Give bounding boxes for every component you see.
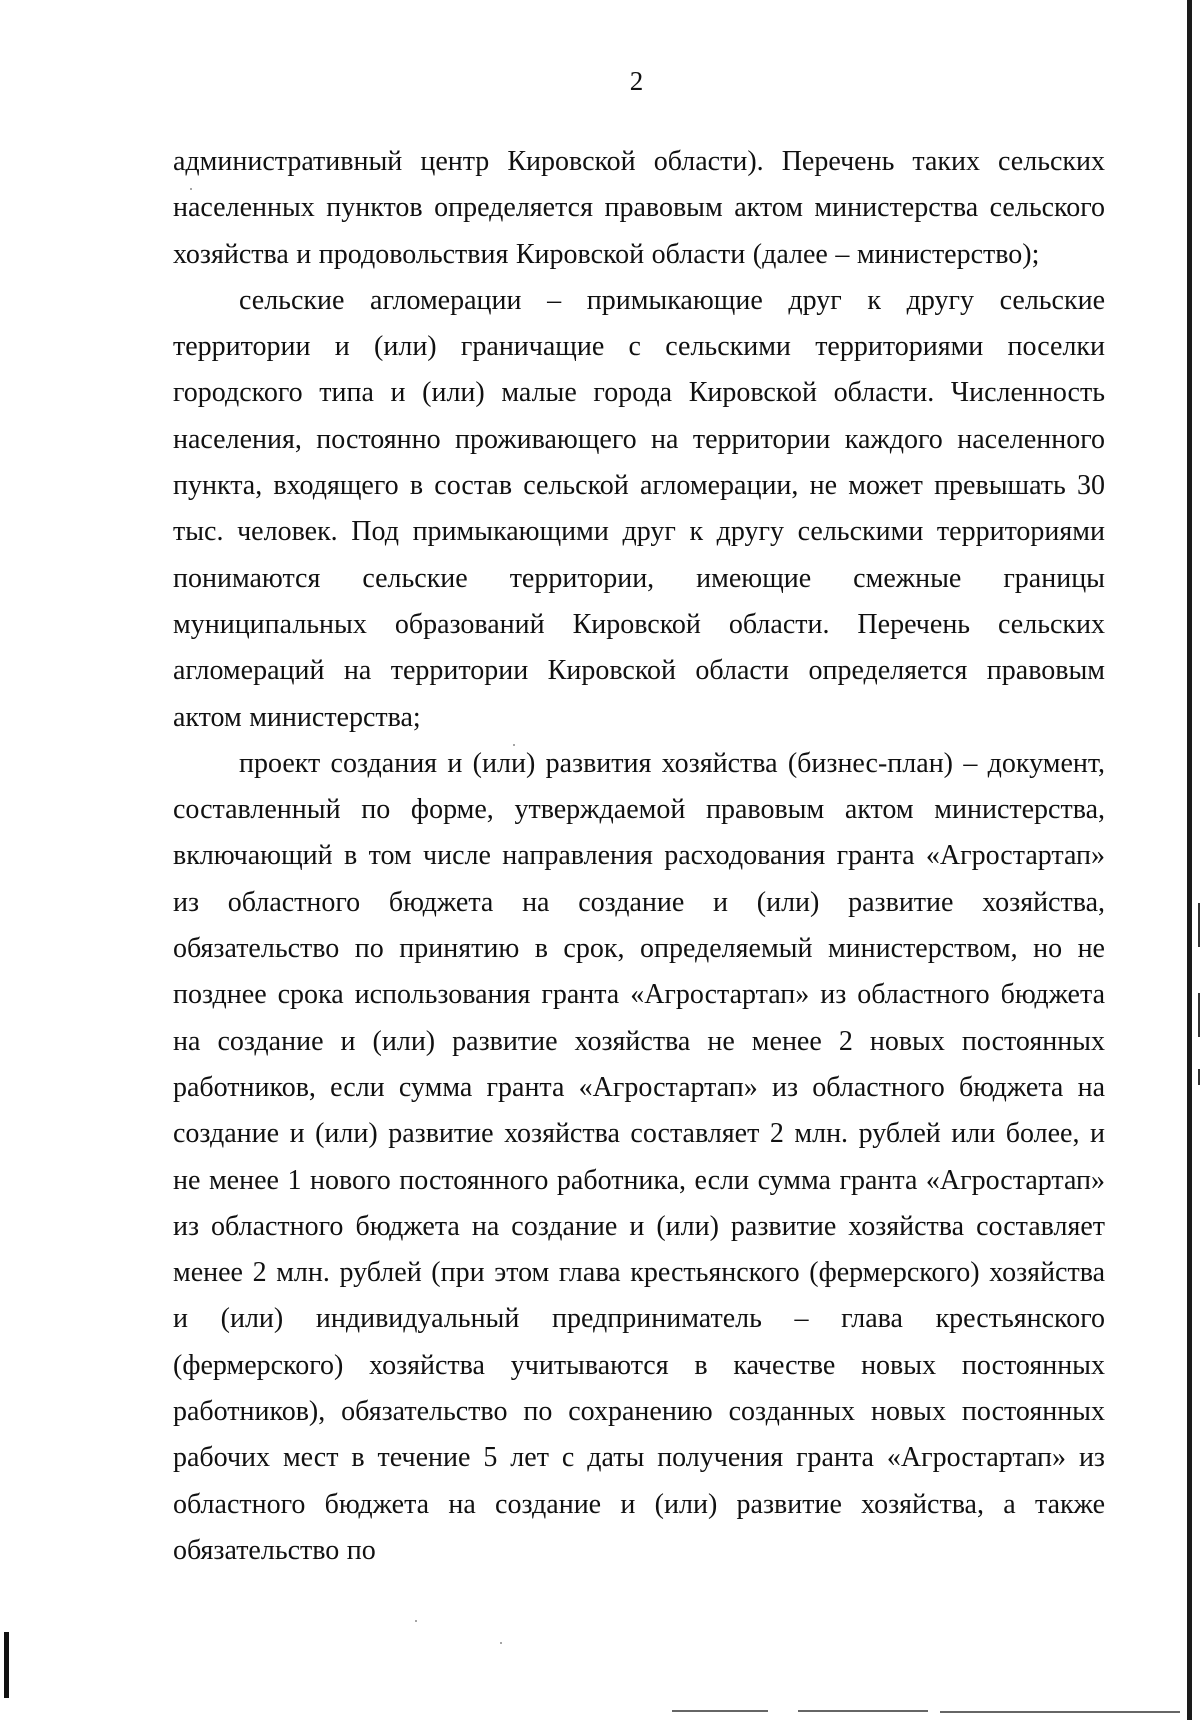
paragraph-continuation: административный центр Кировской области). Перечень таких сельских населенных пунктов определяется правовым актом министерства сельского хозяйства и продовольствия Кировской области (далее – министерство); <box>173 146 1105 270</box>
scan-speck <box>500 1642 502 1644</box>
scan-bottom-dash <box>940 1711 1180 1713</box>
scan-edge-line <box>1187 0 1192 1720</box>
scan-speck <box>190 188 192 190</box>
scan-speck <box>513 744 515 746</box>
document-body <box>173 139 1105 1574</box>
page-number: 2 <box>629 66 644 96</box>
scan-left-mark <box>4 1632 9 1698</box>
paragraph-business-plan: проект создания и (или) развития хозяйства (бизнес-план) – документ, составленный по форме, утверждаемой правовым актом министерства, включающий в том числе направления расходования гранта «Агростартап» из областного бюджета на создание и (или) развитие хозяйства, обязательство по принятию в срок, определяемый министерством, но не позднее срока использования гранта «Агростартап» из областного бюджета на создание и (или) развитие хозяйства не менее 2 новых постоянных работников, если сумма гранта «Агростартап» из областного бюджета на создание и (или) развитие хозяйства составляет 2 млн. рублей или более, и не менее 1 нового постоянного работника, если сумма гранта «Агростартап» из областного бюджета на создание и (или) развитие хозяйства составляет менее 2 млн. рублей (при этом глава крестьянского (фермерского) хозяйства и (или) индивидуальный предприниматель – глава крестьянского (фермерского) хозяйства учитываются в качестве новых постоянных работников), обязательство по сохранению созданных новых постоянных рабочих мест в течение 5 лет с даты получения гранта «Агростартап» из областного бюджета на создание и (или) развитие хозяйства, а также обязательство по <box>173 747 1105 1566</box>
scan-speck <box>415 1620 417 1622</box>
scan-bottom-dash <box>672 1710 768 1712</box>
scan-bottom-dash <box>798 1710 928 1712</box>
paragraph-rural-agglomerations: сельские агломерации – примыкающие друг к другу сельские территории и (или) граничащие с сельскими территориями поселки городского типа и (или) малые города Кировской области. Численность населения, постоянно проживающего на территории каждого населенного пункта, входящего в состав сельской агломерации, не может превышать 30 тыс. человек. Под примыкающими друг к другу сельскими территориями понимаются сельские территории, имеющие смежные границы муниципальных образований Кировской области. Перечень сельских агломераций на территории Кировской области определяется правовым актом министерства; <box>173 284 1105 733</box>
